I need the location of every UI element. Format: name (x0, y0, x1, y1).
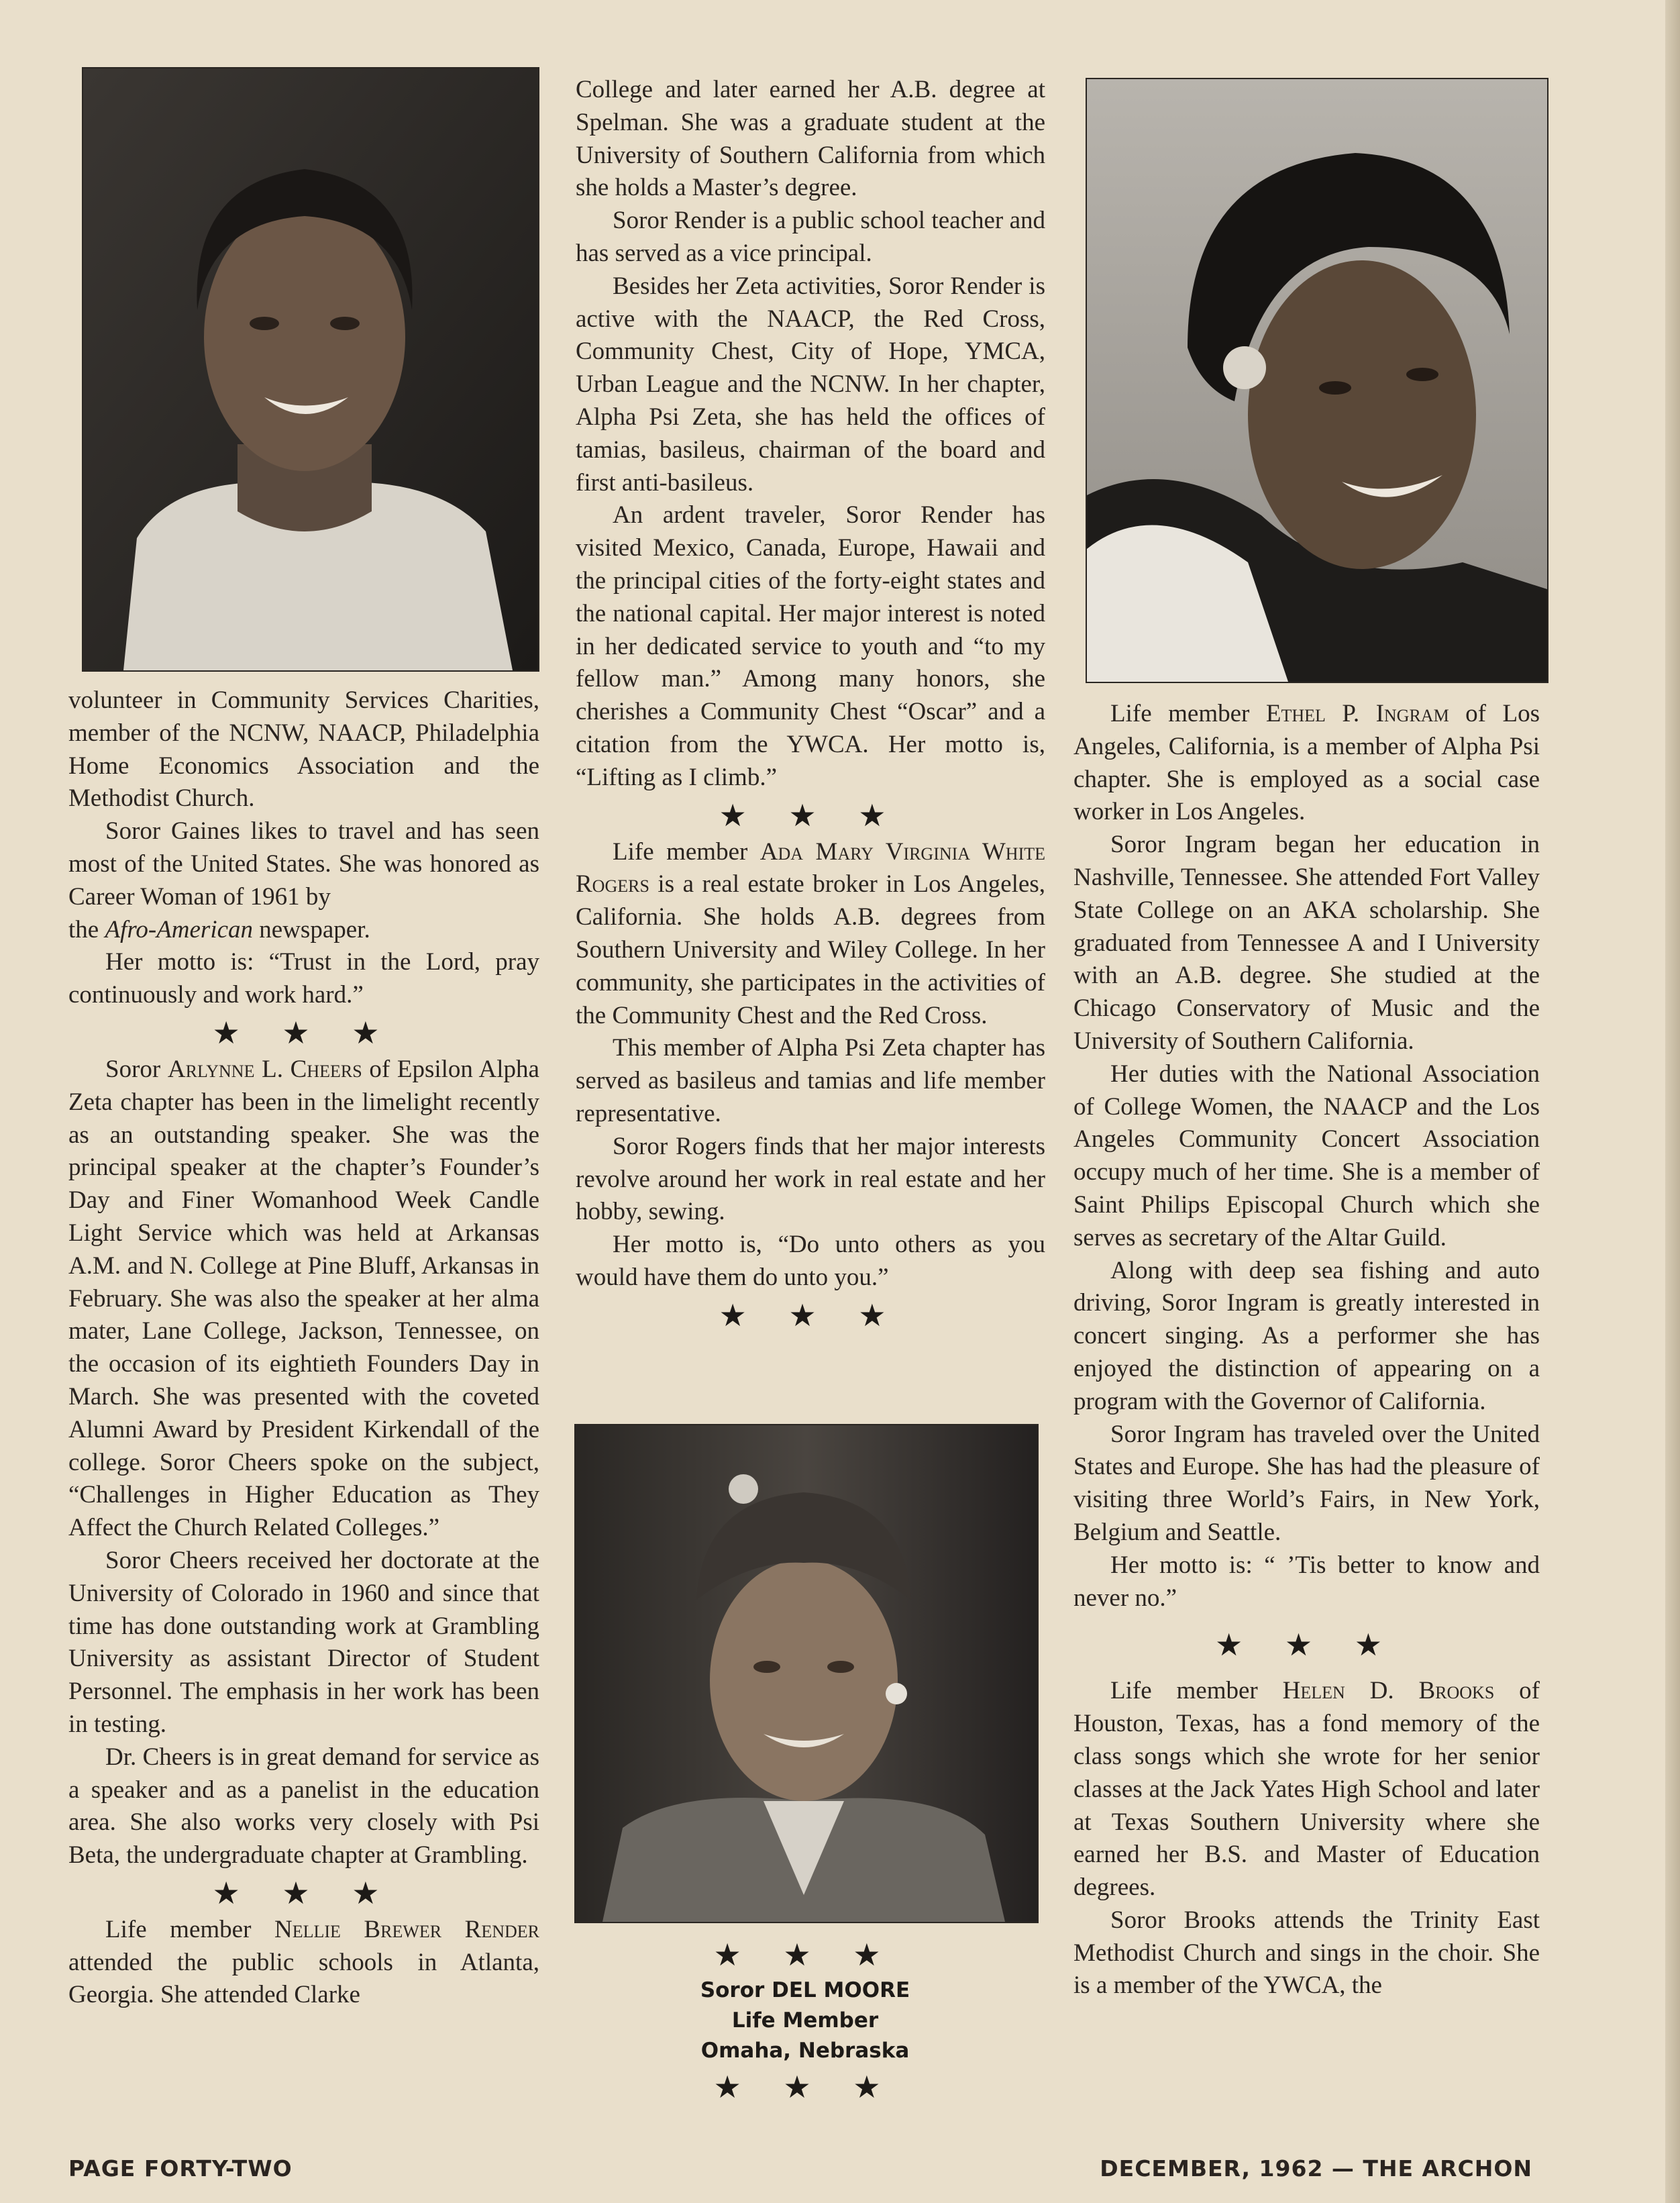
column-1 (68, 684, 539, 2012)
column-2 (576, 74, 1045, 1336)
paragraph: Her motto is: “ ’Tis better to know and never no.” (1073, 1551, 1540, 1612)
paragraph: Soror Render is a public school teacher and has served as a vice principal. (576, 207, 1045, 267)
paragraph: This member of Alpha Psi Zeta chapter has served as basileus and tamias and life member representative. (576, 1034, 1045, 1127)
paragraph: Soror Rogers finds that her major interests revolve around her work in real estate and her hobby, sewing. (576, 1132, 1045, 1226)
newspaper-title: Afro-American (105, 915, 254, 943)
paragraph: Life member Ada Mary Virginia White Rogers is a real estate broker in Los Angeles, California. She holds A.B. degrees from Southern University and Wiley College. In her community, she participates in the activities of the Community Chest and the Red Cross. (576, 837, 1045, 1029)
member-name: Arlynne L. Cheers (167, 1055, 362, 1083)
caption-title: Life Member (731, 2008, 879, 2033)
paragraph: Life member Ethel P. Ingram of Los Angeles, California, is a member of Alpha Psi chapter. She is employed as a social case worker in Los Angeles. (1073, 700, 1540, 826)
paragraph: Life member Helen D. Brooks of Houston, Texas, has a fond memory of the class songs which she wrote for her senior classes at the Jack Yates High School and later at Texas Southern University where she earned her B.S. and Master of Education degrees. (1073, 1677, 1540, 1902)
caption-location: Omaha, Nebraska (700, 2039, 910, 2063)
portrait-photo-ingram (1086, 78, 1548, 683)
paragraph: College and later earned her A.B. degree at Spelman. She was a graduate student at the University of Southern California from which she holds a Master’s degree. (576, 76, 1045, 202)
page-edge (1665, 0, 1680, 2203)
section-divider-stars: ★ ★ ★ (212, 1874, 396, 1911)
issue-footer: DECEMBER, 1962 — THE ARCHON (1100, 2155, 1532, 2182)
paragraph: Her motto is, “Do unto others as you would have them do unto you.” (576, 1231, 1045, 1291)
paragraph: the Afro-American newspaper. (68, 915, 370, 943)
paragraph: An ardent traveler, Soror Render has visited Mexico, Canada, Europe, Hawaii and the principal cities of the forty-eight states and the national capital. Her major interest is noted in her dedicated service to youth and “to my fellow man.” Among many honors, she cherishes a Community Chest “Oscar” and a citation from the YWCA. Her motto is, “Lifting as I climb.” (576, 501, 1045, 791)
member-name: Helen D. Brooks (1282, 1677, 1495, 1705)
portrait-photo-del-moore (574, 1424, 1039, 1923)
member-name: Ethel P. Ingram (1265, 700, 1449, 727)
portrait-photo-gaines (82, 67, 539, 672)
section-divider-stars: ★ ★ ★ (719, 1296, 902, 1333)
column-3 (1073, 698, 1540, 2002)
paragraph: Dr. Cheers is in great demand for service as a speaker and as a panelist in the education area. She also works very closely with Psi Beta, the undergraduate chapter at Grambling. (68, 1743, 539, 1869)
paragraph: Soror Ingram began her education in Nashville, Tennessee. She attended Fort Valley State College on an AKA scholarship. She graduated from Tennessee A and I University with an A.B. degree. She studied at the Chicago Conservatory of Music and the University of Southern California. (1073, 831, 1540, 1055)
section-divider-stars: ★ ★ ★ (713, 2069, 897, 2105)
paragraph: Her motto is: “Trust in the Lord, pray continuously and work hard.” (68, 948, 539, 1009)
member-name: Nellie Brewer Render (274, 1915, 539, 1943)
paragraph: Her duties with the National Association of College Women, the NAACP and the Los Angeles Community Concert Association occupy much of her time. She is a member of Saint Philips Episcopal Church which she serves as secretary of the Altar Guild. (1073, 1060, 1540, 1251)
section-divider-stars: ★ ★ ★ (212, 1014, 396, 1051)
paragraph: Along with deep sea fishing and auto driving, Soror Ingram is greatly interested in concert singing. As a performer she has enjoyed the distinction of appearing on a program with the Governor of California. (1073, 1256, 1540, 1415)
caption-name: Soror DEL MOORE (700, 1978, 910, 2002)
member-name: Ada Mary Virginia White Rogers (576, 837, 1045, 899)
section-divider-stars: ★ ★ ★ (1215, 1627, 1398, 1663)
section-divider-stars: ★ ★ ★ (719, 797, 902, 833)
photo-caption-block (574, 1934, 1036, 2108)
paragraph: Besides her Zeta activities, Soror Render is active with the NAACP, the Red Cross, Community Chest, City of Hope, YMCA, Urban League and the NCNW. In her chapter, Alpha Psi Zeta, she has held the offices of tamias, basileus, chairman of the board and first anti-basileus. (576, 272, 1045, 497)
paragraph: Soror Arlynne L. Cheers of Epsilon Alpha Zeta chapter has been in the limelight recently as an outstanding speaker. She was the principal speaker at the chapter’s Founder’s Day and Finer Womanhood Week Candle Light Service which was held at Arkansas A.M. and N. College at Pine Bluff, Arkansas in February. She was also the speaker at her alma mater, Lane College, Jackson, Tennessee, on the occasion of its eightieth Founders Day in March. She was presented with the coveted Alumni Award by President Kirkendall of the college. Soror Cheers spoke on the subject, “Challenges in Higher Education as They Affect the Church Related Colleges.” (68, 1055, 539, 1542)
paragraph: volunteer in Community Services Charities, member of the NCNW, NAACP, Philadelphia Home Economics Association and the Methodist Church. (68, 686, 539, 813)
page-number-footer: PAGE FORTY-TWO (68, 2155, 293, 2182)
paragraph: Soror Gaines likes to travel and has seen most of the United States. She was honored as Career Woman of 1961 by (68, 817, 539, 911)
paragraph: Soror Brooks attends the Trinity East Methodist Church and sings in the choir. She is a member of the YWCA, the (1073, 1906, 1540, 2000)
section-divider-stars: ★ ★ ★ (713, 1937, 897, 1973)
paragraph: Soror Cheers received her doctorate at the University of Colorado in 1960 and since that time has done outstanding work at Grambling University as assistant Director of Student Personnel. The emphasis in her work has been in testing. (68, 1546, 539, 1738)
paragraph: Soror Ingram has traveled over the United States and Europe. She has had the pleasure of visiting three World’s Fairs, in New York, Belgium and Seattle. (1073, 1420, 1540, 1546)
paragraph: Life member Nellie Brewer Render attended the public schools in Atlanta, Georgia. She attended Clarke (68, 1915, 539, 2009)
